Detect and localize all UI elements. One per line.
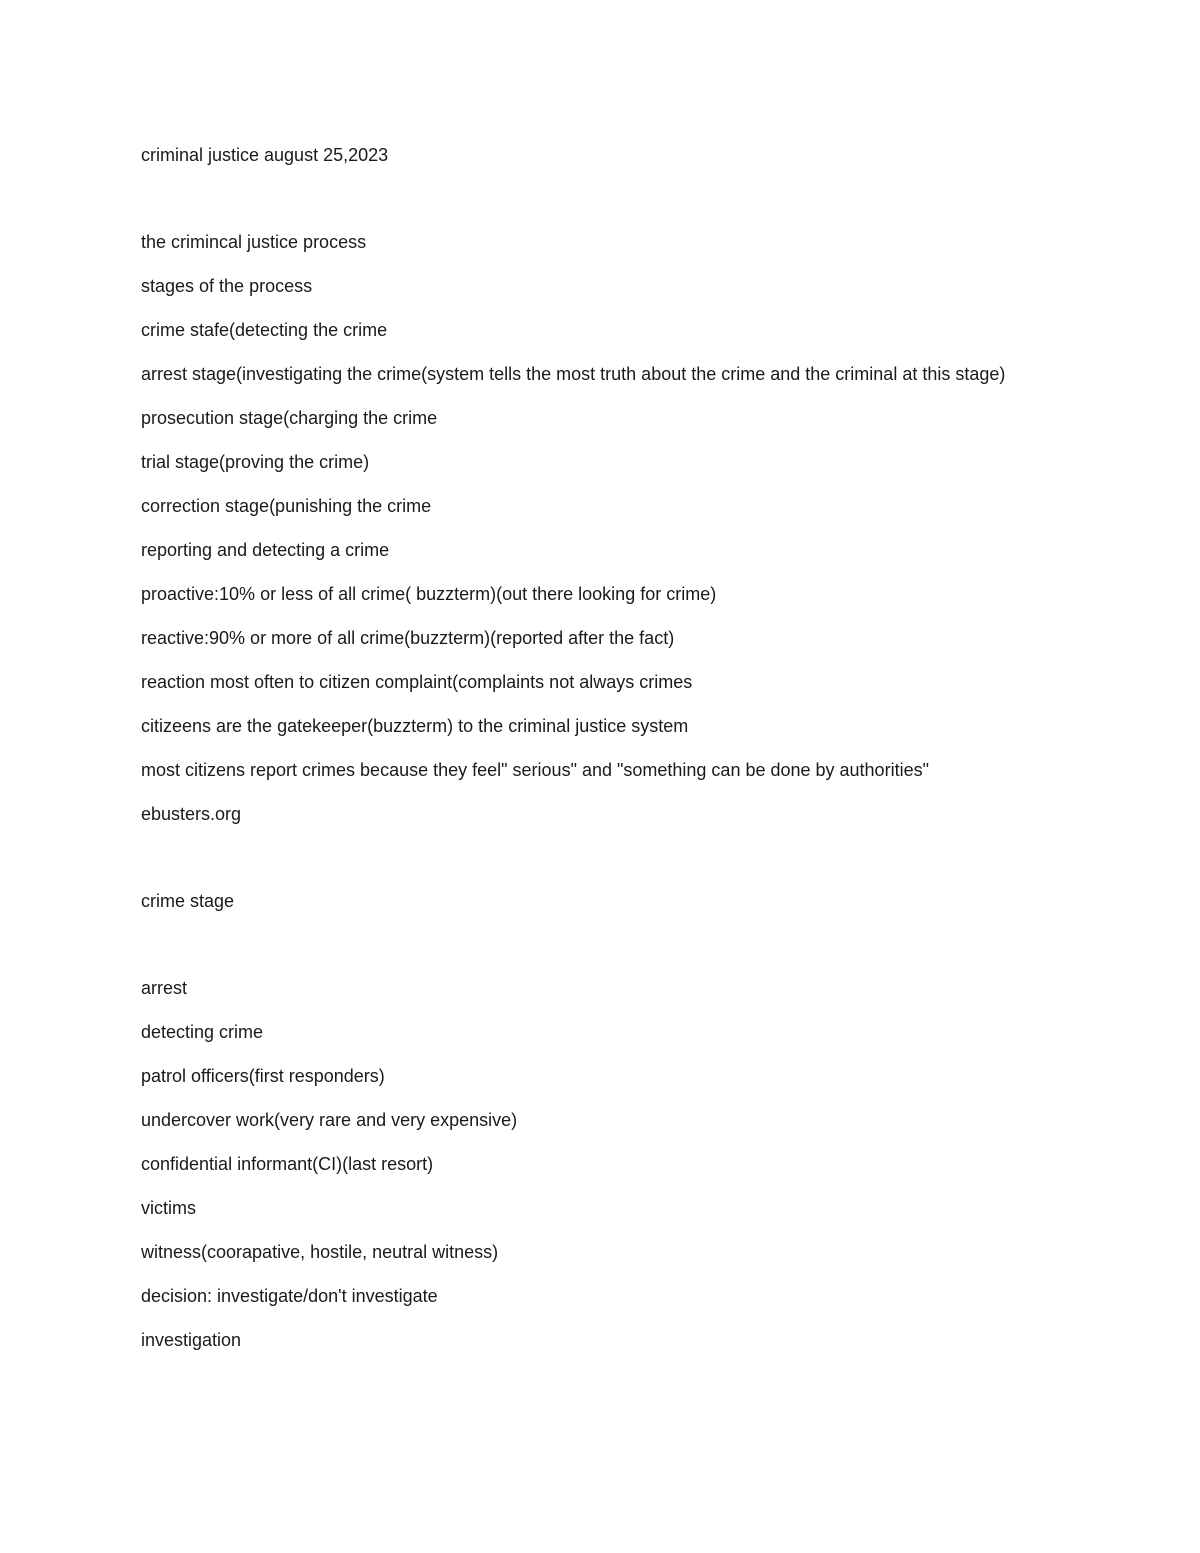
section-line: witness(coorapative, hostile, neutral witness) <box>141 1242 499 1262</box>
note-line: reaction most often to citizen complaint(complaints not always crimes <box>141 672 693 692</box>
note-line: arrest stage(investigating the crime(system tells the most truth about the crime and the criminal at this stage) <box>141 364 1006 384</box>
note-line: stages of the process <box>141 276 313 296</box>
section-line: patrol officers(first responders) <box>141 1066 385 1086</box>
section-line: undercover work(very rare and very expensive) <box>141 1110 518 1130</box>
note-line: the crimincal justice process <box>141 232 367 252</box>
section-line: confidential informant(CI)(last resort) <box>141 1154 434 1174</box>
note-line: trial stage(proving the crime) <box>141 452 370 472</box>
note-line: reactive:90% or more of all crime(buzzterm)(reported after the fact) <box>141 628 675 648</box>
note-line: prosecution stage(charging the crime <box>141 408 438 428</box>
section-heading: crime stage <box>141 891 235 911</box>
section-line: arrest <box>141 978 188 998</box>
section-line: investigation <box>141 1330 242 1350</box>
note-line: crime stafe(detecting the crime <box>141 320 388 340</box>
note-line: correction stage(punishing the crime <box>141 496 432 516</box>
section-line: decision: investigate/don't investigate <box>141 1286 438 1306</box>
document-body <box>141 141 1061 1354</box>
note-line: reporting and detecting a crime <box>141 540 390 560</box>
note-line: most citizens report crimes because they feel" serious" and "something can be done by authorities" <box>141 760 929 780</box>
note-line: citizeens are the gatekeeper(buzzterm) to the criminal justice system <box>141 716 689 736</box>
section-line: victims <box>141 1198 196 1218</box>
note-line: proactive:10% or less of all crime( buzzterm)(out there looking for crime) <box>141 584 717 604</box>
section-line: detecting crime <box>141 1022 264 1042</box>
note-line: ebusters.org <box>141 804 242 824</box>
document-title: criminal justice august 25,2023 <box>141 145 389 165</box>
